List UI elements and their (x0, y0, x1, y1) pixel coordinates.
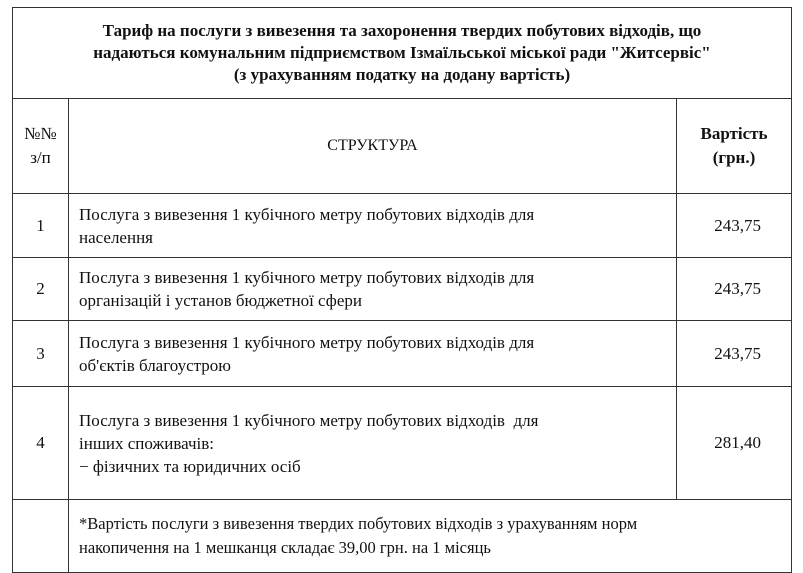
row-price: 243,75 (677, 194, 792, 258)
note-row (13, 500, 792, 573)
title-row (13, 8, 792, 99)
header-number-line-1: №№ (24, 124, 57, 143)
row-number: 3 (13, 321, 69, 387)
row-description-line: Послуга з вивезення 1 кубічного метру побутових відходів для (79, 332, 535, 352)
row-price: 243,75 (677, 321, 792, 387)
row-number: 2 (13, 258, 69, 321)
row-description-line: Послуга з вивезення 1 кубічного метру побутових відходів для (79, 268, 535, 287)
footnote-line-2: накопичення на 1 мешканця складає 39,00 грн. на 1 місяць (79, 538, 491, 557)
row-description-line: організацій і установ бюджетної сфери (79, 291, 362, 310)
header-price-line-1: Вартість (700, 124, 768, 143)
header-price (677, 99, 792, 194)
footnote (69, 500, 792, 573)
row-description (69, 258, 677, 321)
row-description-line: Послуга з вивезення 1 кубічного метру побутових відходів для (79, 204, 535, 224)
title-line-1: Тариф на послуги з вивезення та захоронення твердих побутових відходів, що (102, 21, 702, 40)
table-row (13, 258, 792, 321)
table-row (13, 194, 792, 258)
table-row (13, 321, 792, 387)
row-description (69, 194, 677, 258)
row-description-line: населення (79, 227, 153, 247)
row-price: 243,75 (677, 258, 792, 321)
table-title (13, 8, 792, 99)
row-description (69, 387, 677, 500)
header-price-line-2: (грн.) (712, 148, 756, 167)
row-description-line: об'єктів благоустрою (79, 355, 232, 375)
header-number-line-2: з/п (30, 148, 51, 167)
header-number (13, 99, 69, 194)
row-number: 4 (13, 387, 69, 500)
title-line-2: надаються комунальним підприємством Ізмаїльської міської ради "Житсервіс" (93, 43, 711, 62)
footnote-line-1: *Вартість послуги з вивезення твердих побутових відходів з урахуванням норм (79, 514, 638, 533)
title-line-3: (з урахуванням податку на додану вартість) (233, 65, 571, 84)
tariff-table (12, 7, 792, 573)
row-description-line: інших споживачів: (79, 433, 215, 453)
header-structure: СТРУКТУРА (69, 99, 677, 194)
header-row (13, 99, 792, 194)
row-description (69, 321, 677, 387)
table-row (13, 387, 792, 500)
row-description-line: Послуга з вивезення 1 кубічного метру побутових відходів для (79, 410, 539, 430)
row-price: 281,40 (677, 387, 792, 500)
row-number: 1 (13, 194, 69, 258)
note-empty-cell (13, 500, 69, 573)
row-description-line: − фізичних та юридичних осіб (79, 456, 301, 476)
